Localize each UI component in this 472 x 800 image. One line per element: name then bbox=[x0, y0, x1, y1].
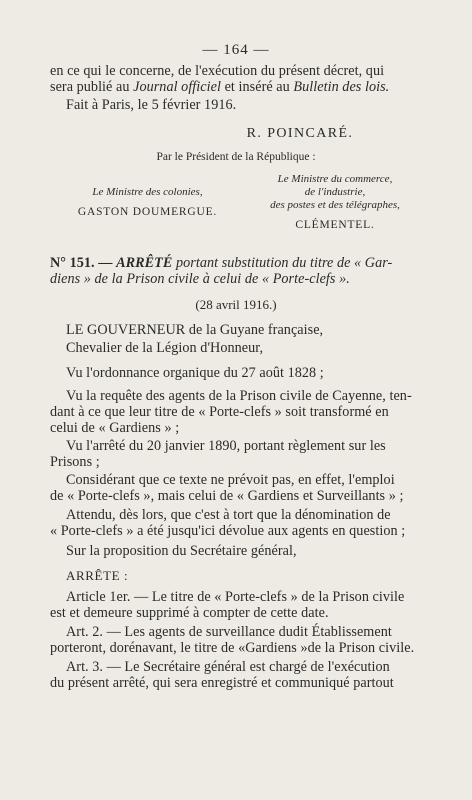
minister-commerce-title-3: des postes et des télégraphes, bbox=[270, 199, 400, 211]
considerant-text: « Porte-clefs » a été jusqu'ici dévolue aux agents en question ; bbox=[50, 523, 406, 539]
article-line: est et demeure supprimé à compter de cette date. bbox=[50, 605, 329, 621]
article-text: du présent arrêté, qui sera enregistré et communiqué partout bbox=[50, 675, 394, 691]
article-line bbox=[50, 640, 426, 656]
arrete-heading-line-2: diens » de la Prison civile à celui de « Porte-clefs ». bbox=[50, 271, 350, 287]
arrete-title: portant substitution du titre de « Gar- bbox=[172, 255, 393, 271]
minister-colonies-title: Le Ministre des colonies, bbox=[92, 186, 203, 198]
article-line bbox=[66, 589, 426, 605]
governor-line-1: LE GOUVERNEUR de la Guyane française, bbox=[66, 322, 324, 338]
decree-text: en ce qui le concerne, de l'exécution du présent décret, qui bbox=[50, 63, 385, 79]
decree-text: et inséré au bbox=[220, 79, 294, 95]
considerant-text: Attendu, dès lors, que c'est à tort que la dénomination de bbox=[66, 507, 391, 523]
arrete-number: N° 151. bbox=[50, 255, 95, 271]
minister-commerce-title-2: de l'industrie, bbox=[304, 186, 366, 198]
article-text: Art. 2. — Les agents de surveillance dudit Établissement bbox=[66, 624, 392, 640]
page-number: — 164 — bbox=[202, 42, 270, 58]
considerant-line bbox=[50, 488, 426, 504]
decree-text: sera publié au bbox=[50, 79, 134, 95]
article-text: porteront, dorénavant, le titre de «Gardiens »de la Prison civile. bbox=[50, 640, 415, 656]
considerant-line: celui de « Gardiens » ; bbox=[50, 420, 180, 436]
considerant-line bbox=[66, 507, 426, 523]
done-at-line: Fait à Paris, le 5 février 1916. bbox=[66, 97, 237, 113]
journal-officiel: Journal officiel bbox=[133, 79, 221, 95]
arrete-date: (28 avril 1916.) bbox=[195, 297, 277, 312]
minister-commerce-name: CLÉMENTEL. bbox=[295, 219, 375, 231]
considerant-line: Vu l'ordonnance organique du 27 août 1828 ; bbox=[66, 365, 324, 381]
bulletin-des-lois: Bulletin des lois. bbox=[293, 79, 390, 95]
arrete-word: ARRÊTE : bbox=[66, 568, 129, 583]
article-line bbox=[50, 675, 426, 691]
considerant-line bbox=[50, 404, 426, 420]
considerant-line bbox=[66, 438, 426, 454]
decree-text-line bbox=[50, 63, 426, 79]
article-line bbox=[66, 624, 426, 640]
considerant-line bbox=[50, 523, 426, 539]
considerant-line bbox=[66, 472, 426, 488]
par-le-president: Par le Président de la République : bbox=[156, 151, 316, 163]
article-text: Art. 3. — Le Secrétaire général est chargé de l'exécution bbox=[66, 659, 390, 675]
considerant-text: dant à ce que leur titre de « Porte-clefs » soit transformé en bbox=[50, 404, 389, 420]
governor-line-2: Chevalier de la Légion d'Honneur, bbox=[66, 340, 264, 356]
minister-commerce-title-1: Le Ministre du commerce, bbox=[277, 173, 393, 185]
considerant-text: Vu l'arrêté du 20 janvier 1890, portant règlement sur les bbox=[66, 438, 386, 454]
signature-poincare: R. POINCARÉ. bbox=[246, 126, 354, 141]
minister-colonies-name: GASTON DOUMERGUE. bbox=[77, 206, 218, 218]
considerant-text: Vu la requête des agents de la Prison civile de Cayenne, ten- bbox=[66, 388, 412, 404]
article-line bbox=[66, 659, 426, 675]
considerant-line: Sur la proposition du Secrétaire général, bbox=[66, 543, 297, 559]
decree-text-line bbox=[50, 79, 426, 95]
arrete-label: ARRÊTÉ bbox=[116, 255, 173, 271]
article-text: Article 1er. — Le titre de « Porte-clefs » de la Prison civile bbox=[66, 589, 405, 605]
arrete-dash: — bbox=[94, 255, 117, 271]
considerant-text: de « Porte-clefs », mais celui de « Gardiens et Surveillants » ; bbox=[50, 488, 404, 504]
arrete-heading-line-1 bbox=[50, 255, 426, 271]
considerant-line bbox=[66, 388, 426, 404]
considerant-text: Considérant que ce texte ne prévoit pas, en effet, l'emploi bbox=[66, 472, 395, 488]
considerant-line: Prisons ; bbox=[50, 454, 100, 470]
